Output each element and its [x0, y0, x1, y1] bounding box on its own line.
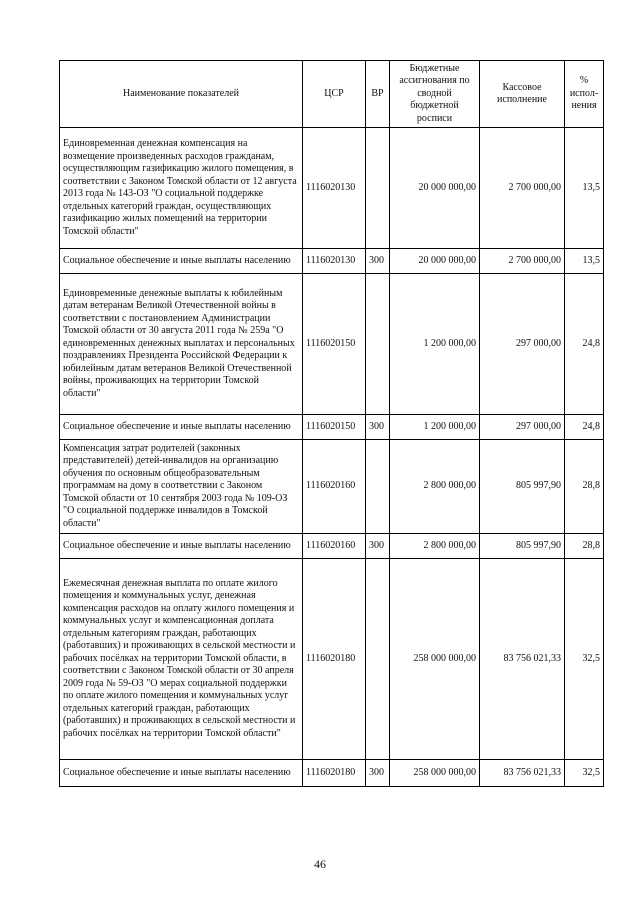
- row-budget: 2 800 000,00: [390, 534, 480, 559]
- table-row: [60, 534, 604, 559]
- row-budget: 2 800 000,00: [390, 440, 480, 534]
- row-name: Социальное обеспечение и иные выплаты населению: [60, 534, 303, 559]
- table-row: [60, 440, 604, 534]
- row-name: Компенсация затрат родителей (законных представителей) детей-инвалидов на организацию обучения по основным общеобразовательным программам на дому в соответствии с Законом Томской области от 10 сентября 2003 года № 109-ОЗ "О социальной поддержке инвалидов в Томской области": [60, 440, 303, 534]
- row-name: Единовременные денежные выплаты к юбилейным датам ветеранам Великой Отечественной войны в соответствии с постановлением Администрации Томской области от 30 августа 2011 года № 259а "О единовременных денежных выплатах и персональных поздравлениях Президента Российской Федерации к юбилейным датам ветеранов Великой Отечественной войны, проживающих на территории Томской области": [60, 274, 303, 415]
- table-row: [60, 128, 604, 249]
- row-csr: 1116020150: [303, 274, 366, 415]
- row-cash: 83 756 021,33: [480, 559, 565, 760]
- row-vr: [366, 440, 390, 534]
- header-csr: ЦСР: [303, 61, 366, 128]
- row-budget: 258 000 000,00: [390, 559, 480, 760]
- table-row: [60, 415, 604, 440]
- row-vr: [366, 128, 390, 249]
- row-vr: 300: [366, 760, 390, 787]
- row-csr: 1116020180: [303, 760, 366, 787]
- row-csr: 1116020130: [303, 128, 366, 249]
- table-row: [60, 249, 604, 274]
- table-row: [60, 274, 604, 415]
- row-cash: 805 997,90: [480, 440, 565, 534]
- row-budget: 20 000 000,00: [390, 128, 480, 249]
- row-budget: 1 200 000,00: [390, 415, 480, 440]
- row-csr: 1116020180: [303, 559, 366, 760]
- header-budget: Бюджетные ассигнования по сводной бюджетной росписи: [390, 61, 480, 128]
- row-percent: 32,5: [565, 760, 604, 787]
- row-vr: [366, 274, 390, 415]
- row-cash: 805 997,90: [480, 534, 565, 559]
- row-name: Ежемесячная денежная выплата по оплате жилого помещения и коммунальных услуг, денежная компенсация расходов на оплату жилого помещения и коммунальных услуг и компенсационная доплата отдельным категориям граждан, работающих (работавших) и проживающих в сельской местности и рабочих посёлках на территории Томской области, в соответствии с Законом Томской области от 30 апреля 2009 года № 59-ОЗ "О мерах социальной поддержки по оплате жилого помещения и коммунальных услуг отдельных категорий граждан, работающих (работавших) и проживающих в сельской местности и рабочих посёлках на территории Томской области": [60, 559, 303, 760]
- row-csr: 1116020160: [303, 440, 366, 534]
- row-cash: 2 700 000,00: [480, 249, 565, 274]
- row-budget: 258 000 000,00: [390, 760, 480, 787]
- table-row: [60, 559, 604, 760]
- row-name: Социальное обеспечение и иные выплаты населению: [60, 249, 303, 274]
- row-budget: 20 000 000,00: [390, 249, 480, 274]
- table-row: [60, 760, 604, 787]
- row-name: Социальное обеспечение и иные выплаты населению: [60, 760, 303, 787]
- row-percent: 13,5: [565, 128, 604, 249]
- budget-execution-table: [59, 60, 604, 787]
- row-cash: 2 700 000,00: [480, 128, 565, 249]
- header-percent: % испол-нения: [565, 61, 604, 128]
- row-percent: 24,8: [565, 274, 604, 415]
- row-percent: 28,8: [565, 534, 604, 559]
- row-vr: 300: [366, 534, 390, 559]
- header-vr: ВР: [366, 61, 390, 128]
- row-csr: 1116020150: [303, 415, 366, 440]
- row-percent: 24,8: [565, 415, 604, 440]
- row-vr: 300: [366, 415, 390, 440]
- row-name: Единовременная денежная компенсация на возмещение произведенных расходов гражданам, осуществляющим газификацию жилого помещения, в соответствии с Законом Томской области от 12 августа 2013 года № 143-ОЗ "О социальной поддержке отдельных категорий граждан, осуществляющих газификацию жилых помещений на территории Томской области": [60, 128, 303, 249]
- row-csr: 1116020160: [303, 534, 366, 559]
- row-cash: 297 000,00: [480, 274, 565, 415]
- row-percent: 13,5: [565, 249, 604, 274]
- row-cash: 83 756 021,33: [480, 760, 565, 787]
- row-csr: 1116020130: [303, 249, 366, 274]
- page-number: 46: [314, 857, 326, 871]
- row-budget: 1 200 000,00: [390, 274, 480, 415]
- header-name: Наименование показателей: [60, 61, 303, 128]
- row-vr: 300: [366, 249, 390, 274]
- row-name: Социальное обеспечение и иные выплаты населению: [60, 415, 303, 440]
- table-header-row: [60, 61, 604, 128]
- row-vr: [366, 559, 390, 760]
- header-cash: Кассовое исполнение: [480, 61, 565, 128]
- row-cash: 297 000,00: [480, 415, 565, 440]
- row-percent: 28,8: [565, 440, 604, 534]
- row-percent: 32,5: [565, 559, 604, 760]
